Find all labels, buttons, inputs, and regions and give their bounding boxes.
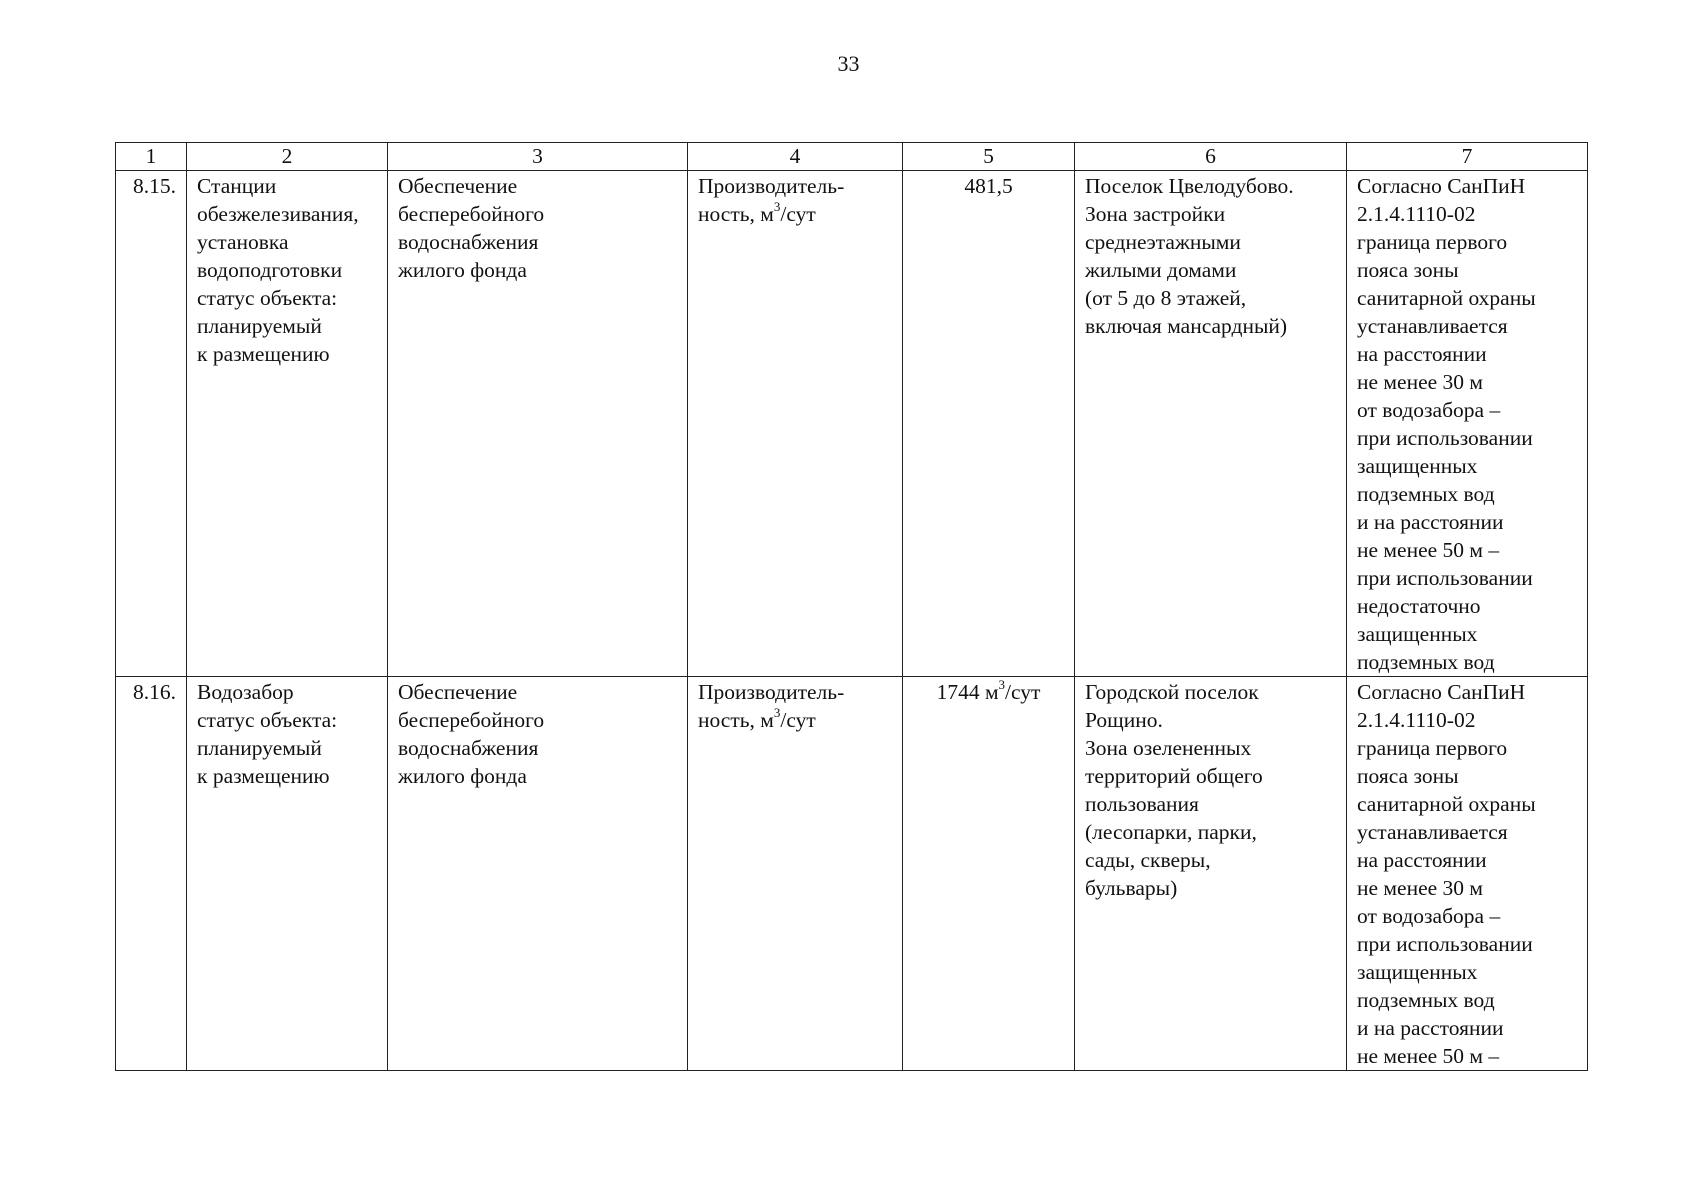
- cell-text-line: обезжелезивания,: [197, 202, 359, 226]
- cell-text-line: Согласно СанПиН: [1357, 174, 1526, 198]
- location-cell: [1075, 677, 1347, 1071]
- cell-text-line: бесперебойного: [398, 708, 545, 732]
- value-prefix: 1744 м: [936, 680, 999, 704]
- cell-text-line: включая мансардный): [1085, 314, 1288, 338]
- cell-text-line: бесперебойного: [398, 202, 545, 226]
- table-row: [116, 677, 1588, 1071]
- parameter-cell: [688, 171, 903, 677]
- object-name-cell: [187, 677, 388, 1071]
- cell-text-line: Водозабор: [197, 680, 294, 704]
- cell-text-line: санитарной охраны: [1357, 792, 1536, 816]
- cell-text-line: не менее 50 м –: [1357, 1044, 1500, 1068]
- parameter-unit-sup: 3: [773, 704, 781, 720]
- cell-text-line: водоподготовки: [197, 258, 343, 282]
- parameter-line-1: Производитель-: [698, 174, 845, 198]
- parameter-unit-prefix: ность, м: [698, 202, 774, 226]
- cell-text-line: планируемый: [197, 736, 322, 760]
- table-row: [116, 171, 1588, 677]
- location-cell: [1075, 171, 1347, 677]
- object-name-cell: [187, 171, 388, 677]
- cell-text-line: жилого фонда: [398, 764, 527, 788]
- cell-text-line: защищенных: [1357, 622, 1478, 646]
- cell-text-line: Рощино.: [1085, 708, 1163, 732]
- purpose-cell: [388, 171, 688, 677]
- parameter-line-2: [698, 200, 892, 228]
- cell-text-line: (от 5 до 8 этажей,: [1085, 286, 1247, 310]
- cell-text-line: пояса зоны: [1357, 764, 1459, 788]
- cell-text-line: Зона застройки: [1085, 202, 1226, 226]
- cell-text-line: граница первого: [1357, 230, 1508, 254]
- page-number: 33: [837, 51, 860, 76]
- cell-text-line: статус объекта:: [197, 286, 338, 310]
- parameter-unit-sup: 3: [773, 198, 781, 214]
- cell-text-line: защищенных: [1357, 960, 1478, 984]
- cell-text-line: территорий общего: [1085, 764, 1263, 788]
- value-prefix: 481,5: [964, 174, 1013, 198]
- cell-text-line: пользования: [1085, 792, 1199, 816]
- protection-zone-cell: [1347, 171, 1588, 677]
- cell-text-line: и на расстоянии: [1357, 510, 1504, 534]
- cell-text-line: статус объекта:: [197, 708, 338, 732]
- cell-text-line: устанавливается: [1357, 314, 1508, 338]
- cell-text-line: Городской поселок: [1085, 680, 1259, 704]
- cell-text-line: жилыми домами: [1085, 258, 1237, 282]
- cell-text-line: Обеспечение: [398, 680, 518, 704]
- column-header: 7: [1347, 143, 1588, 171]
- cell-text-line: подземных вод: [1357, 650, 1495, 674]
- row-number: 8.16.: [116, 677, 187, 1071]
- row-number: 8.15.: [116, 171, 187, 677]
- cell-text-line: среднеэтажными: [1085, 230, 1241, 254]
- cell-text-line: водоснабжения: [398, 230, 539, 254]
- parameter-unit-prefix: ность, м: [698, 708, 774, 732]
- cell-text-line: недостаточно: [1357, 594, 1481, 618]
- value-suffix: /сут: [1005, 680, 1041, 704]
- cell-text-line: бульвары): [1085, 876, 1178, 900]
- cell-text-line: Обеспечение: [398, 174, 518, 198]
- cell-text-line: Зона озелененных: [1085, 736, 1252, 760]
- cell-text-line: пояса зоны: [1357, 258, 1459, 282]
- cell-text-line: установка: [197, 230, 289, 254]
- column-header: 6: [1075, 143, 1347, 171]
- column-header: 2: [187, 143, 388, 171]
- protection-zone-cell: [1347, 677, 1588, 1071]
- objects-table: [115, 142, 1588, 1071]
- cell-text-line: (лесопарки, парки,: [1085, 820, 1257, 844]
- cell-text-line: 2.1.4.1110-02: [1357, 708, 1476, 732]
- cell-text-line: от водозабора –: [1357, 398, 1501, 422]
- value-cell: [903, 171, 1075, 677]
- cell-text-line: не менее 50 м –: [1357, 538, 1500, 562]
- cell-text-line: 2.1.4.1110-02: [1357, 202, 1476, 226]
- cell-text-line: планируемый: [197, 314, 322, 338]
- cell-text-line: санитарной охраны: [1357, 286, 1536, 310]
- cell-text-line: подземных вод: [1357, 988, 1495, 1012]
- cell-text-line: не менее 30 м: [1357, 876, 1484, 900]
- cell-text-line: на расстоянии: [1357, 848, 1487, 872]
- cell-text-line: при использовании: [1357, 566, 1533, 590]
- cell-text-line: от водозабора –: [1357, 904, 1501, 928]
- cell-text-line: жилого фонда: [398, 258, 527, 282]
- table-header-row: [116, 143, 1588, 171]
- column-header: 5: [903, 143, 1075, 171]
- value-cell: [903, 677, 1075, 1071]
- cell-text-line: к размещению: [197, 764, 330, 788]
- cell-text-line: подземных вод: [1357, 482, 1495, 506]
- parameter-unit-suffix: /сут: [780, 202, 816, 226]
- cell-text-line: и на расстоянии: [1357, 1016, 1504, 1040]
- cell-text-line: к размещению: [197, 342, 330, 366]
- cell-text-line: защищенных: [1357, 454, 1478, 478]
- parameter-cell: [688, 677, 903, 1071]
- parameter-line-1: Производитель-: [698, 680, 845, 704]
- parameter-line-2: [698, 706, 892, 734]
- column-header: 3: [388, 143, 688, 171]
- cell-text-line: не менее 30 м: [1357, 370, 1484, 394]
- cell-text-line: сады, скверы,: [1085, 848, 1211, 872]
- cell-text-line: Станции: [197, 174, 277, 198]
- cell-text-line: на расстоянии: [1357, 342, 1487, 366]
- cell-text-line: при использовании: [1357, 426, 1533, 450]
- cell-text-line: граница первого: [1357, 736, 1508, 760]
- cell-text-line: устанавливается: [1357, 820, 1508, 844]
- cell-text-line: водоснабжения: [398, 736, 539, 760]
- parameter-unit-suffix: /сут: [780, 708, 816, 732]
- cell-text-line: при использовании: [1357, 932, 1533, 956]
- value-sup: 3: [998, 676, 1006, 692]
- column-header: 1: [116, 143, 187, 171]
- purpose-cell: [388, 677, 688, 1071]
- cell-text-line: Согласно СанПиН: [1357, 680, 1526, 704]
- cell-text-line: Поселок Цвелодубово.: [1085, 174, 1294, 198]
- column-header: 4: [688, 143, 903, 171]
